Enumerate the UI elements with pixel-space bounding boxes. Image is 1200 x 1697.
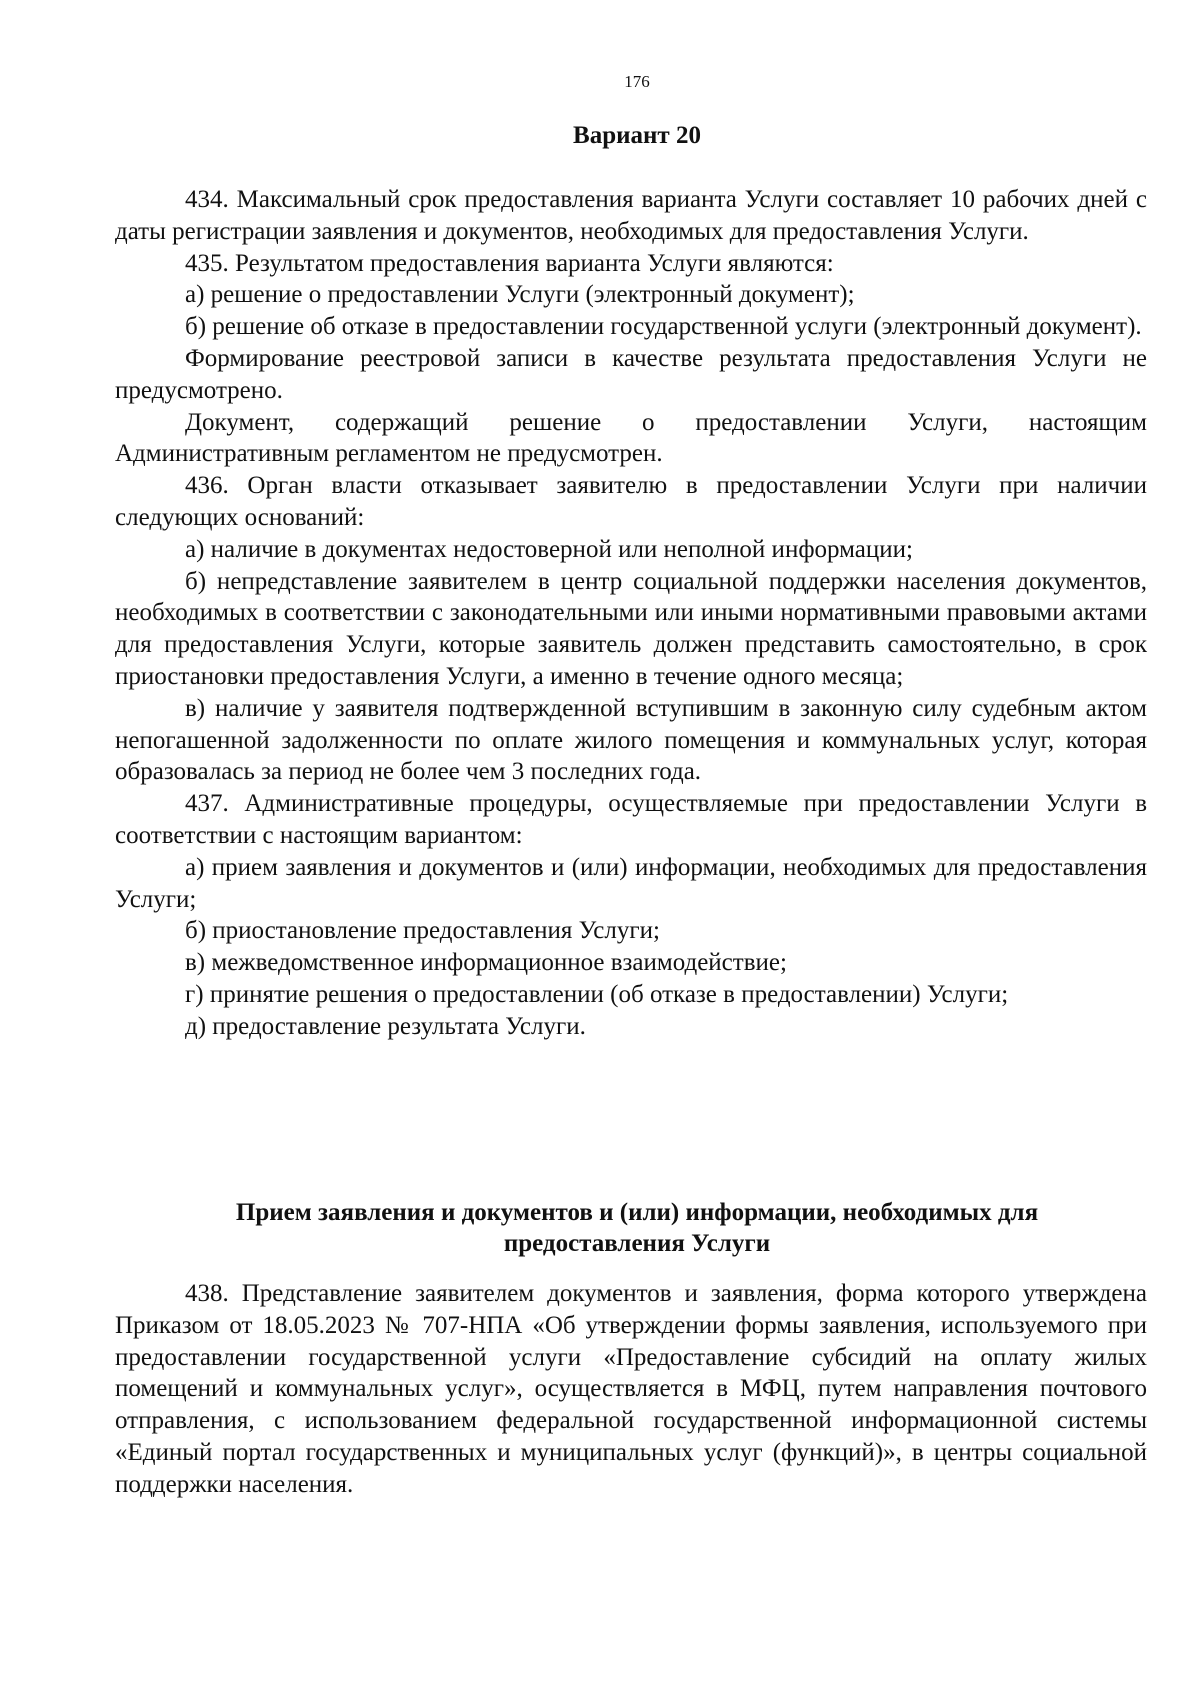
- section-heading-line-2: предоставления Услуги: [503, 1230, 771, 1257]
- list-item-436-a: а) наличие в документах недостоверной или неполной информации;: [185, 535, 913, 563]
- section-heading-line-1: Прием заявления и документов и (или) информации, необходимых для: [235, 1199, 1039, 1226]
- paragraph-document-note: Документ, содержащий решение о предоставлении Услуги, настоящим Административным регламентом не предусмотрен.: [115, 408, 1147, 468]
- list-item-437-b: б) приостановление предоставления Услуги;: [185, 917, 660, 945]
- list-item-437-e: д) предоставление результата Услуги.: [185, 1012, 586, 1040]
- list-item-436-b: б) непредставление заявителем в центр социальной поддержки населения документов, необходимых в соответствии с законодательными или иными нормативными правовыми актами для предоставления Услуги, которые заявитель должен представить самостоятельно, в срок приостановки предоставления Услуги, а именно в течение одного месяца;: [115, 567, 1147, 690]
- list-item-435-b: б) решение об отказе в предоставлении государственной услуги (электронный документ).: [185, 313, 1142, 341]
- list-item-437-a: а) прием заявления и документов и (или) информации, необходимых для предоставления Услуги;: [115, 853, 1147, 913]
- section-heading: [0, 1197, 1200, 1259]
- list-item-437-d: г) принятие решения о предоставлении (об отказе в предоставлении) Услуги;: [185, 980, 1009, 1008]
- list-item-435-a: а) решение о предоставлении Услуги (электронный документ);: [185, 281, 855, 309]
- paragraph-435: 435. Результатом предоставления варианта Услуги являются:: [185, 249, 834, 277]
- variant-heading: Вариант 20: [573, 122, 701, 149]
- list-item-436-c: в) наличие у заявителя подтвержденной вступившим в законную силу судебным актом непогашенной задолженности по оплате жилого помещения и коммунальных услуг, которая образовалась за период не более чем 3 последних года.: [115, 694, 1147, 786]
- variant-body: [115, 184, 1147, 1043]
- paragraph-436: 436. Орган власти отказывает заявителю в предоставлении Услуги при наличии следующих оснований:: [115, 472, 1147, 531]
- paragraph-434: 434. Максимальный срок предоставления варианта Услуги составляет 10 рабочих дней с даты регистрации заявления и документов, необходимых для предоставления Услуги.: [115, 186, 1147, 245]
- paragraph-438: 438. Представление заявителем документов и заявления, форма которого утверждена Приказом от 18.05.2023 № 707-НПА «Об утверждении формы заявления, используемого при предоставлении государственной услуги «Предоставление субсидий на оплату жилых помещений и коммунальных услуг», осуществляется в МФЦ, путем направления почтового отправления, с использованием федеральной государственной информационной системы «Единый портал государственных и муниципальных услуг (функций)», в центры социальной поддержки населения.: [115, 1280, 1147, 1498]
- page-number: 176: [624, 72, 650, 91]
- paragraph-registry-note: Формирование реестровой записи в качестве результата предоставления Услуги не предусмотрено.: [115, 344, 1147, 404]
- list-item-437-c: в) межведомственное информационное взаимодействие;: [185, 949, 787, 977]
- paragraph-437: 437. Административные процедуры, осуществляемые при предоставлении Услуги в соответствии с настоящим вариантом:: [115, 790, 1147, 849]
- section-body: [115, 1278, 1147, 1501]
